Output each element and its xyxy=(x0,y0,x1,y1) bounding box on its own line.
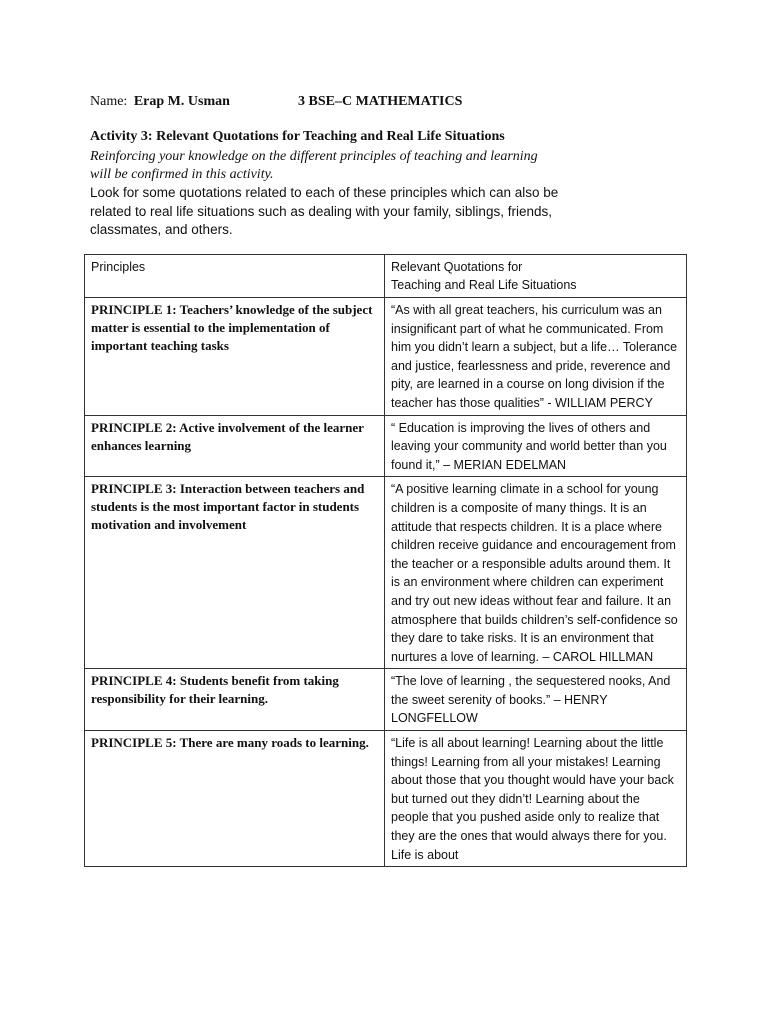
quote-4: “The love of learning , the sequestered nooks, And the sweet serenity of books.” – HENRY LONGFELLOW xyxy=(385,669,687,731)
principle-5: PRINCIPLE 5: There are many roads to learning. xyxy=(85,731,385,867)
quote-1: “As with all great teachers, his curriculum was an insignificant part of what he communicated. From him you didn’t learn a subject, but a life… Tolerance and justice, fearlessness and pride, reverence and pity, are learned in a course on long division if the teacher has those qualities” - WILLIAM PERCY xyxy=(385,298,687,416)
table-row xyxy=(85,298,687,416)
student-name: Erap M. Usman xyxy=(133,94,230,109)
principle-1: PRINCIPLE 1: Teachers’ knowledge of the subject matter is essential to the implementation of important teaching tasks xyxy=(85,298,385,416)
activity-intro: Reinforcing your knowledge on the different principles of teaching and learning will be confirmed in this activity. xyxy=(90,149,538,182)
table-row xyxy=(85,415,687,477)
table-row xyxy=(85,477,687,669)
principle-4: PRINCIPLE 4: Students benefit from taking responsibility for their learning. xyxy=(85,669,385,731)
table-row xyxy=(85,731,687,867)
quote-3: “A positive learning climate in a school for young children is a composite of many things. It is an attitude that respects children. It is a place where children receive guidance and encouragement from the teacher or a responsible adults around them. It is an environment where children can experiment and try out new ideas without fear and failure. It an atmosphere that builds children’s self-confidence so they dare to take risks. It is an environment that nurtures a love of learning. – CAROL HILLMAN xyxy=(385,477,687,669)
column-header-principles: Principles xyxy=(85,255,385,298)
course-section: 3 BSE–C MATHEMATICS xyxy=(298,94,463,109)
principles-quotations-table xyxy=(84,254,687,867)
column-header-quotations-line2: Teaching and Real Life Situations xyxy=(391,278,577,292)
activity-instructions: Look for some quotations related to each of these principles which can also be related to real life situations such as dealing with your family, siblings, friends, classmates, and others. xyxy=(90,185,559,237)
column-header-quotations xyxy=(385,255,687,298)
name-label: Name: xyxy=(90,94,128,109)
principle-2: PRINCIPLE 2: Active involvement of the learner enhances learning xyxy=(85,415,385,477)
student-name-line xyxy=(90,94,230,110)
table-header-row xyxy=(85,255,687,298)
quote-5: “Life is all about learning! Learning about the little things! Learning from all your mistakes! Learning about those that you thought would have your back but turned out they didn’t! Learning about the people that you pushed aside only to realize that they are the ones that would always there for you. Life is about xyxy=(385,731,687,867)
activity-title: Activity 3: Relevant Quotations for Teaching and Real Life Situations xyxy=(90,129,505,144)
column-header-quotations-line1: Relevant Quotations for xyxy=(391,260,523,274)
principle-3: PRINCIPLE 3: Interaction between teachers and students is the most important factor in students motivation and involvement xyxy=(85,477,385,669)
quote-2: “ Education is improving the lives of others and leaving your community and world better than you found it,” – MERIAN EDELMAN xyxy=(385,415,687,477)
table-row xyxy=(85,669,687,731)
